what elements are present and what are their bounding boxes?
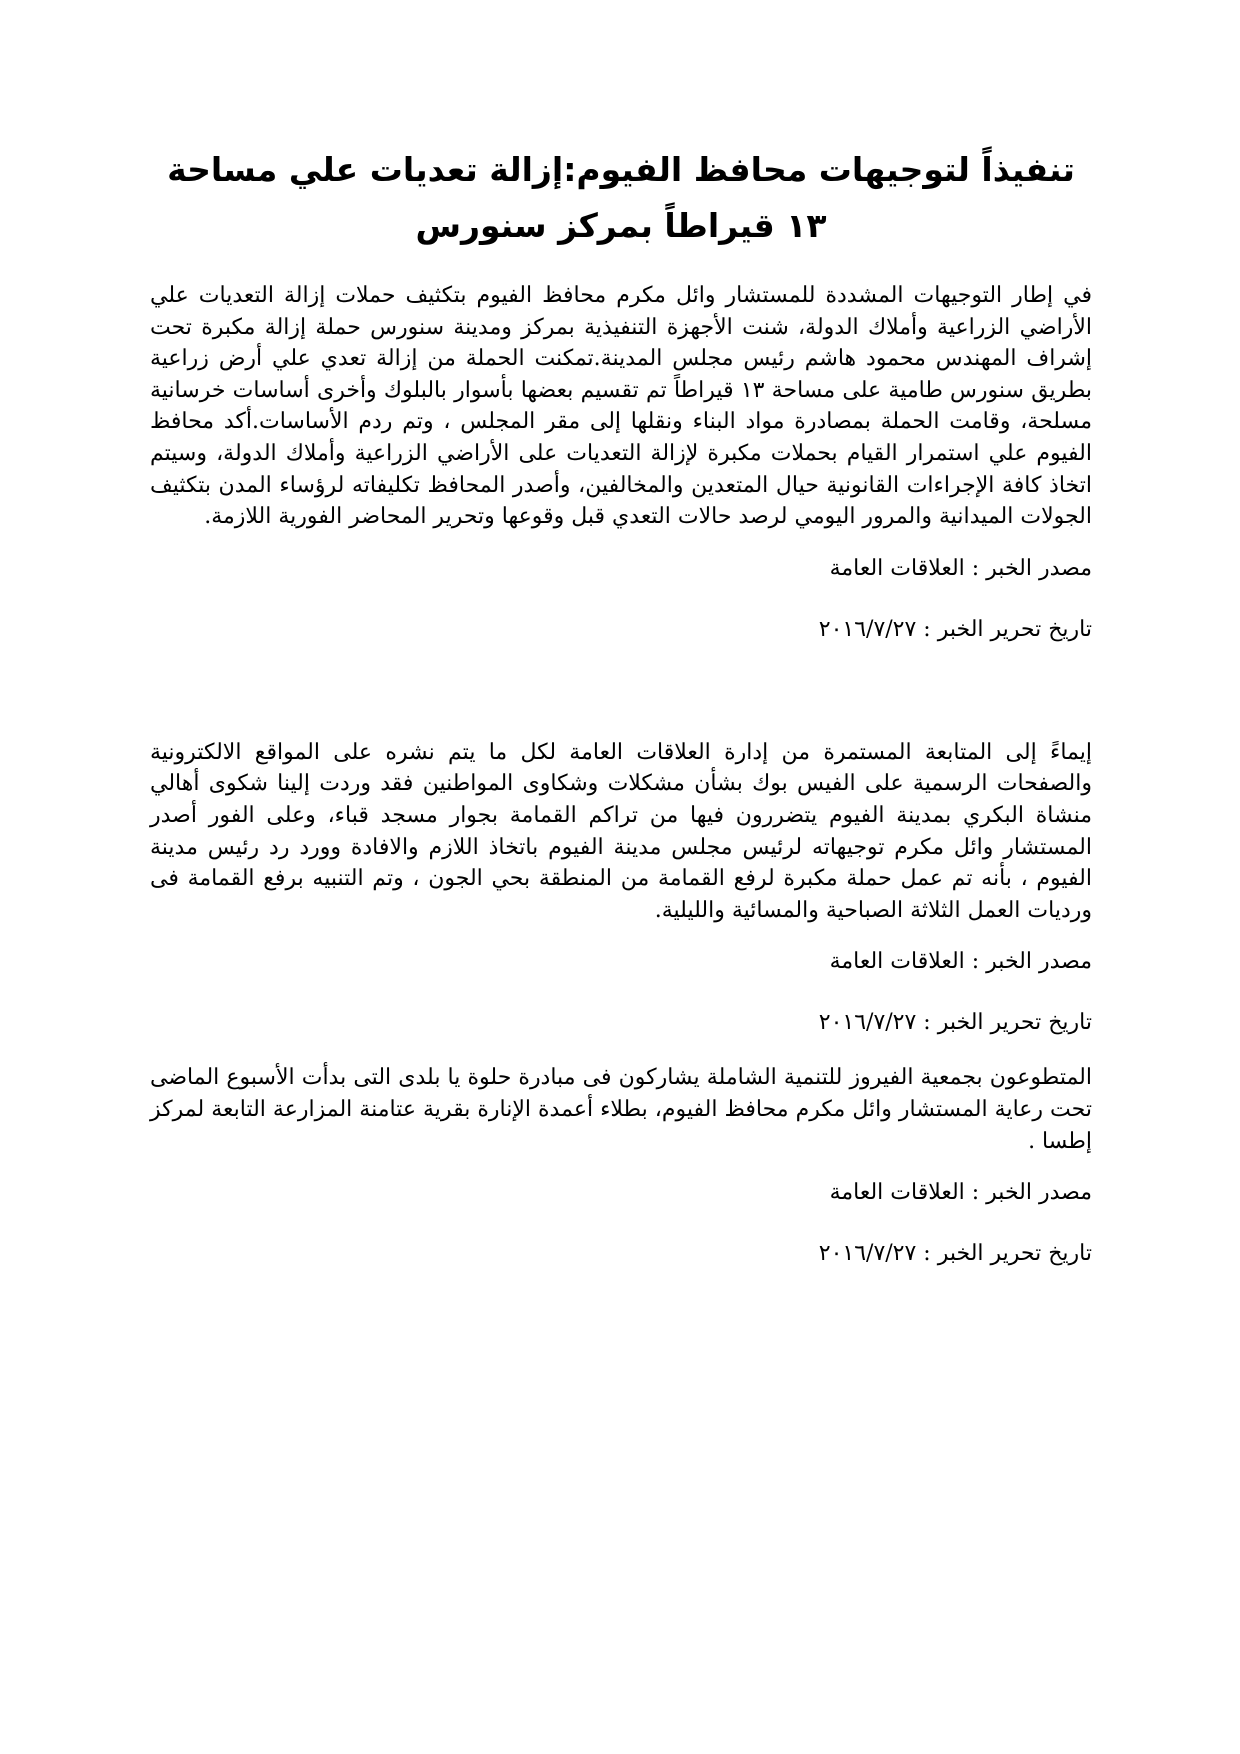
article-date: تاريخ تحرير الخبر : ٢٠١٦/٧/٢٧ [818, 1241, 1092, 1267]
article-body: في إطار التوجيهات المشددة للمستشار وائل مكرم محافظ الفيوم بتكثيف حملات إزالة التعديات علي الأراضي الزراعية وأملاك الدولة، شنت الأجهزة التنفيذية بمركز ومدينة سنورس حملة إزالة مكبرة تحت إشراف المهندس محمود هاشم رئيس مجلس المدينة.تمكنت الحملة من إزالة تعدي علي أرض زراعية بطريق سنورس طامية على مساحة ١٣ قيراطاً تم تقسيم بعضها بأسوار بالبلوك وأخرى أساسات خرسانية مسلحة، وقامت الحملة بمصادرة مواد البناء ونقلها إلى مقر المجلس ، وتم ردم الأساسات.أكد محافظ الفيوم علي استمرار القيام بحملات مكبرة لإزالة التعديات على الأراضي الزراعية وأملاك الدولة، وسيتم اتخاذ كافة الإجراءات القانونية حيال المتعدين والمخالفين، وأصدر المحافظ تكليفاته لرؤساء المدن بتكثيف الجولات الميدانية والمرور اليومي لرصد حالات التعدي قبل وقوعها وتحرير المحاضر الفورية اللازمة. [150, 283, 1093, 530]
article-date: تاريخ تحرير الخبر : ٢٠١٦/٧/٢٧ [818, 1010, 1092, 1036]
page-title: تنفيذاً لتوجيهات محافظ الفيوم:إزالة تعديات علي مساحة ١٣ قيراطاً بمركز سنورس [167, 150, 1075, 245]
article-body: المتطوعون بجمعية الفيروز للتنمية الشاملة يشاركون فى مبادرة حلوة يا بلدى التى بدأت الأسبوع الماضى تحت رعاية المستشار وائل مكرم محافظ الفيوم، بطلاء أعمدة الإنارة بقرية عتامنة المزارعة التابعة لمركز إطسا . [150, 1065, 1093, 1154]
article-source: مصدر الخبر : العلاقات العامة [829, 555, 1092, 581]
article-source: مصدر الخبر : العلاقات العامة [829, 1180, 1092, 1206]
article-date: تاريخ تحرير الخبر : ٢٠١٦/٧/٢٧ [818, 616, 1092, 642]
article-body: إيماءً إلى المتابعة المستمرة من إدارة العلاقات العامة لكل ما يتم نشره على المواقع الالكترونية والصفحات الرسمية على الفيس بوك بشأن مشكلات وشكاوى المواطنين فقد وردت إلينا شكوى أهالي منشاة البكري بمدينة الفيوم يتضررون فيها من تراكم القمامة بجوار مسجد قباء، وعلى الفور أصدر المستشار وائل مكرم توجيهاته لرئيس مجلس مدينة الفيوم باتخاذ اللازم والافادة وورد رد رئيس مدينة الفيوم ، بأنه تم عمل حملة مكبرة لرفع القمامة من المنطقة بحي الجون ، وتم التنبيه برفع القمامة فى ورديات العمل الثلاثة الصباحية والمسائية والليلية. [150, 739, 1092, 923]
article-source: مصدر الخبر : العلاقات العامة [829, 949, 1092, 975]
